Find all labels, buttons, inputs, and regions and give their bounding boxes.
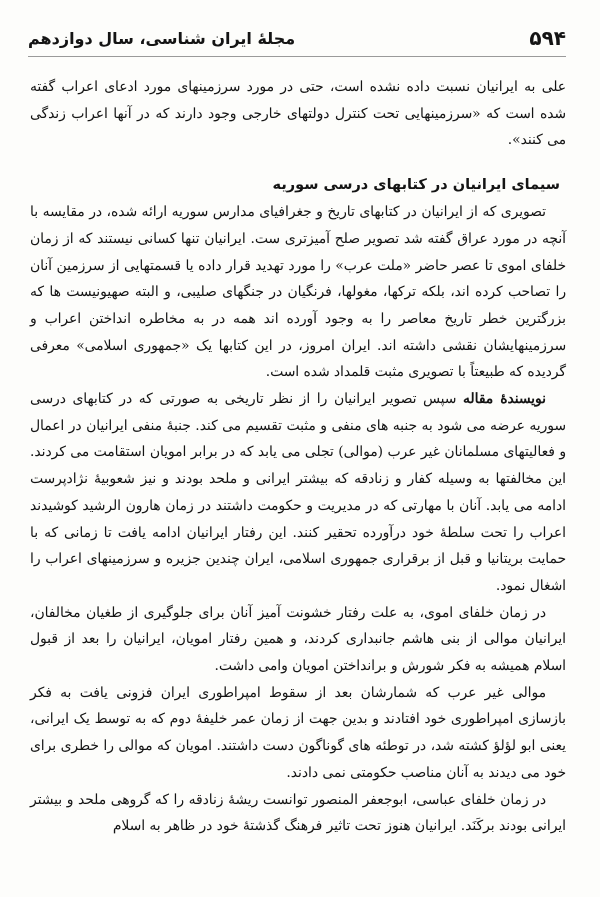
paragraph-2	[30, 386, 566, 600]
page-number: ۵۹۴	[529, 26, 566, 50]
paragraph-5: در زمان خلفای عباسی، ابوجعفر المنصور توانست ریشۀ زنادقه را که گروهی ملحد و بیشتر ایرانی بودند برکَنَد. ایرانیان هنوز تحت تاثیر فرهنگ گذشتۀ خود در ظاهر به اسلام	[30, 791, 566, 835]
paragraph-1: تصویری که از ایرانیان در کتابهای تاریخ و جغرافیای مدارس سوریه ارائه شده، در مقایسه با آنچه در مورد عراق گفته شد تصویر صلح آمیزتری ست. ایرانیان تنها کسانی نیستند که از زمان خلفای اموی تا عصر حاضر «ملت عرب» را مورد تهدید قرار داده یا قسمتهایی از سرزمین آنان را تصاحب کرده اند، بلکه ترکها، مغولها، فرنگیان در جنگهای صلیبی، و البته صهیونیست ها که بزرگترین خطر تاریخ معاصر را به وجود آورده اند همه در به مخاطره انداختن اعراب و سرزمینهایشان نقشی داشته اند. ایران امروز، در این کتابها یک «جمهوری اسلامی» معرفی گردیده که طبیعتاً با تصویری مثبت قلمداد شده است.	[30, 204, 566, 381]
section-heading: سیمای ایرانیان در کتابهای درسی سوریه	[272, 177, 560, 194]
paragraph-continuation: علی به ایرانیان نسبت داده نشده است، حتی در مورد سرزمینهای مورد ادعای اعراب گفته شده است که «سرزمینهایی تحت کنترل دولتهای خارجی وجود دارند که در آنها اعراب زندگی می کنند».	[30, 79, 566, 149]
paragraph-2-text: سپس تصویر ایرانیان را از نظر تاریخی به صورتی که در کتابهای درسی سوریه عرضه می شود به جنبه های منفی و مثبت تقسیم می کند. جنبۀ منفی ایرانیان در اعمال و فعالیتهای مسلمانان غیر عرب (موالی) تجلی می یابد که در برابر امویان استقامت می کردند. این مخالفتها به وسیله کفار و زنادقه که بیشتر ایرانی و ملحد بودند و نیز شعوبیۀ نژادپرست ادامه می یابد. آنان با مهارتی که در مدیریت و حکومت داشتند در زمان هارون الرشید کوشیدند اعراب را تحت سلطۀ خود درآورده تحقیر کنند. این رفتار ایرانیان ادامه یافت تا زمانی که با حمایت بریتانیا و قبل از برقراری جمهوری اسلامی، ایران چندین جزیره و سرزمینهای اعراب را اشغال نمود.	[30, 391, 566, 594]
paragraph-4: موالی غیر عرب که شمارشان بعد از سقوط امپراطوری ایران فزونی یافت به فکر بازسازی امپراطوری خود افتادند و بدین جهت از زمان عمر خلیفۀ دوم که به توسط یک ایرانی، یعنی ابو لؤلؤ کشته شد، در توطئه های گوناگون دست داشتند. امویان که موالی را خطری برای خود می دیدند به آنان مناصب حکومتی نمی دادند.	[30, 684, 566, 781]
author-reference: نویسندۀ مقاله	[463, 391, 546, 408]
header-divider	[28, 56, 566, 57]
journal-title: مجلۀ ایران شناسی، سال دوازدهم	[28, 29, 296, 48]
article-body	[30, 74, 566, 840]
page-header	[28, 26, 566, 52]
paragraph-3: در زمان خلفای اموی، به علت رفتار خشونت آمیز آنان برای جلوگیری از طغیان مخالفان، ایرانیان موالی از بنی هاشم جانبداری کردند، و همین رفتار امویان، ایرانیان را بعد از قبول اسلام همیشه به فکر شورش و برانداختن امویان وامی داشت.	[30, 604, 566, 675]
